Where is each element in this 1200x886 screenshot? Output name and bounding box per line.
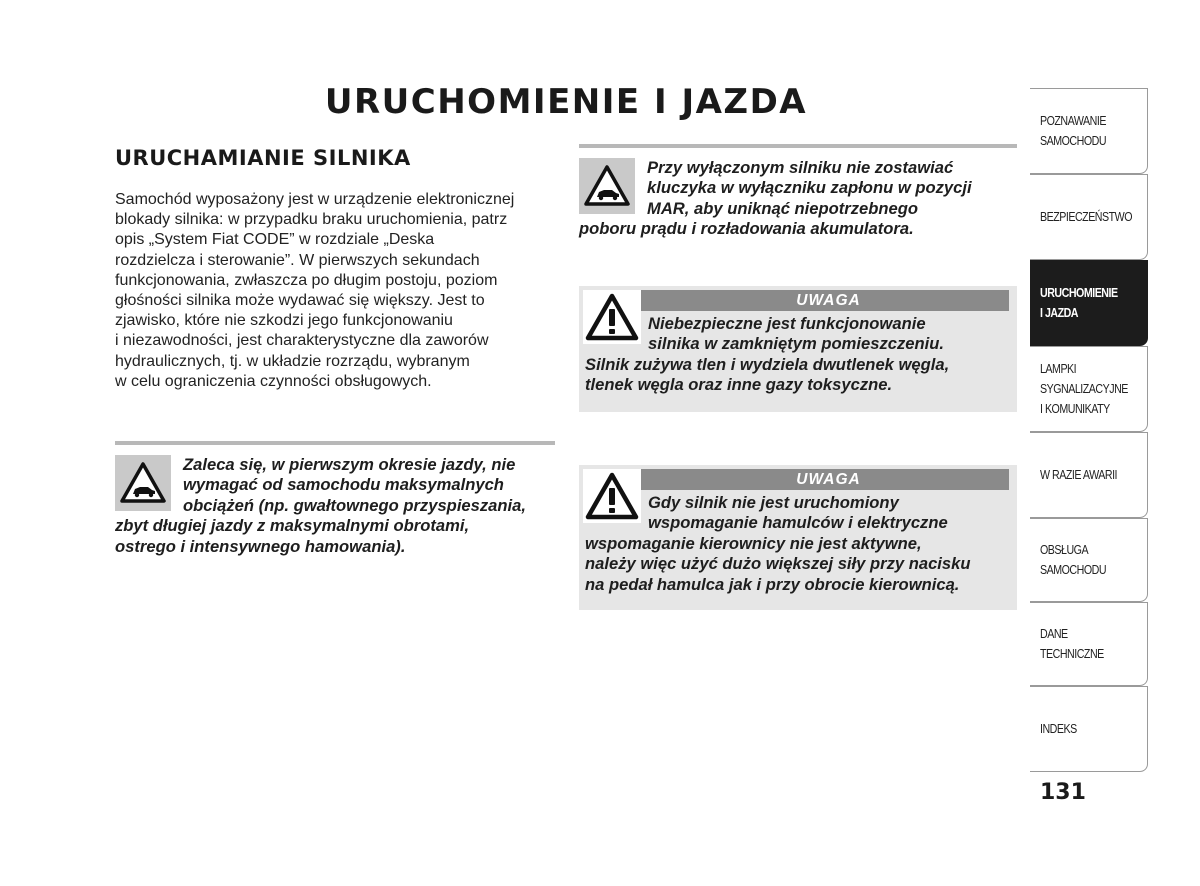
- tab-dane-techniczne[interactable]: DANE TECHNICZNE: [1030, 602, 1148, 686]
- tab-bezpieczenstwo[interactable]: BEZPIECZEŃSTWO: [1030, 174, 1148, 260]
- chapter-title: URUCHOMIENIE I JAZDA: [324, 82, 808, 122]
- body-paragraph: Samochód wyposażony jest w urządzenie elektronicznej blokady silnika: w przypadku braku uruchomienia, patrz opis „System Fiat CODE” w rozdziale „Deska rozdzielcza i sterowanie”. W pierwszych sekundach funkcjonowania, zwłaszcza po długim postoju, poziom głośności silnika może wydawać się większy. Jest to zjawisko, które nie szkodzi jego funkcjonowaniu i niezawodności, jest charakterystyczne dla zaworów hydraulicznych, tj. w układzie rozrządu, wybranym w celu ograniczenia czynności obsługowych.: [115, 191, 515, 390]
- caution-note-ignition: [579, 144, 1017, 240]
- caution-rule: [115, 441, 555, 445]
- warning-text: Gdy silnik nie jest uruchomiony wspomaganie hamulców i elektryczne wspomaganie kierownicy nie jest aktywne, należy więc użyć dużo większej siły przy nacisku na pedał hamulca jak i przy obrocie kierownicą.: [585, 493, 971, 594]
- page-number: 131: [1040, 780, 1086, 805]
- tab-poznawanie-samochodu[interactable]: POZNAWANIE SAMOCHODU: [1030, 88, 1148, 174]
- car-caution-icon: [579, 158, 635, 214]
- caution-note-break-in: [115, 441, 555, 557]
- warning-exclamation-icon: [583, 469, 641, 523]
- tab-indeks[interactable]: INDEKS: [1030, 686, 1148, 772]
- tab-w-razie-awarii[interactable]: W RAZIE AWARII: [1030, 432, 1148, 518]
- tab-obsluga-samochodu[interactable]: OBSŁUGA SAMOCHODU: [1030, 518, 1148, 602]
- caution-text: Przy wyłączonym silniku nie zostawiać kluczyka w wyłączniku zapłonu w pozycji MAR, aby uniknąć niepotrzebnego poboru prądu i rozładowania akumulatora.: [579, 158, 972, 239]
- tab-uruchomienie-i-jazda[interactable]: URUCHOMIENIE I JAZDA: [1030, 260, 1148, 346]
- warning-text: Niebezpieczne jest funkcjonowanie silnika w zamkniętym pomieszczeniu. Silnik zużywa tlen i wydziela dwutlenek węgla, tlenek węgla oraz inne gazy toksyczne.: [585, 314, 950, 395]
- warning-label: UWAGA: [585, 469, 1009, 490]
- caution-rule: [579, 144, 1017, 148]
- warning-label: UWAGA: [585, 290, 1009, 311]
- caution-text: Zaleca się, w pierwszym okresie jazdy, nie wymagać od samochodu maksymalnych obciążeń (np. gwałtownego przyspieszania, zbyt długiej jazdy z maksymalnymi obrotami, ostrego i intensywnego hamowania).: [115, 455, 526, 556]
- warning-box-closed-room: [579, 286, 1017, 412]
- tab-lampki-sygnalizacyjne[interactable]: LAMPKI SYGNALIZACYJNE I KOMUNIKATY: [1030, 346, 1148, 432]
- warning-exclamation-icon: [583, 290, 641, 344]
- car-caution-icon: [115, 455, 171, 511]
- warning-box-power-assist: [579, 465, 1017, 610]
- section-heading: URUCHAMIANIE SILNIKA: [115, 146, 411, 170]
